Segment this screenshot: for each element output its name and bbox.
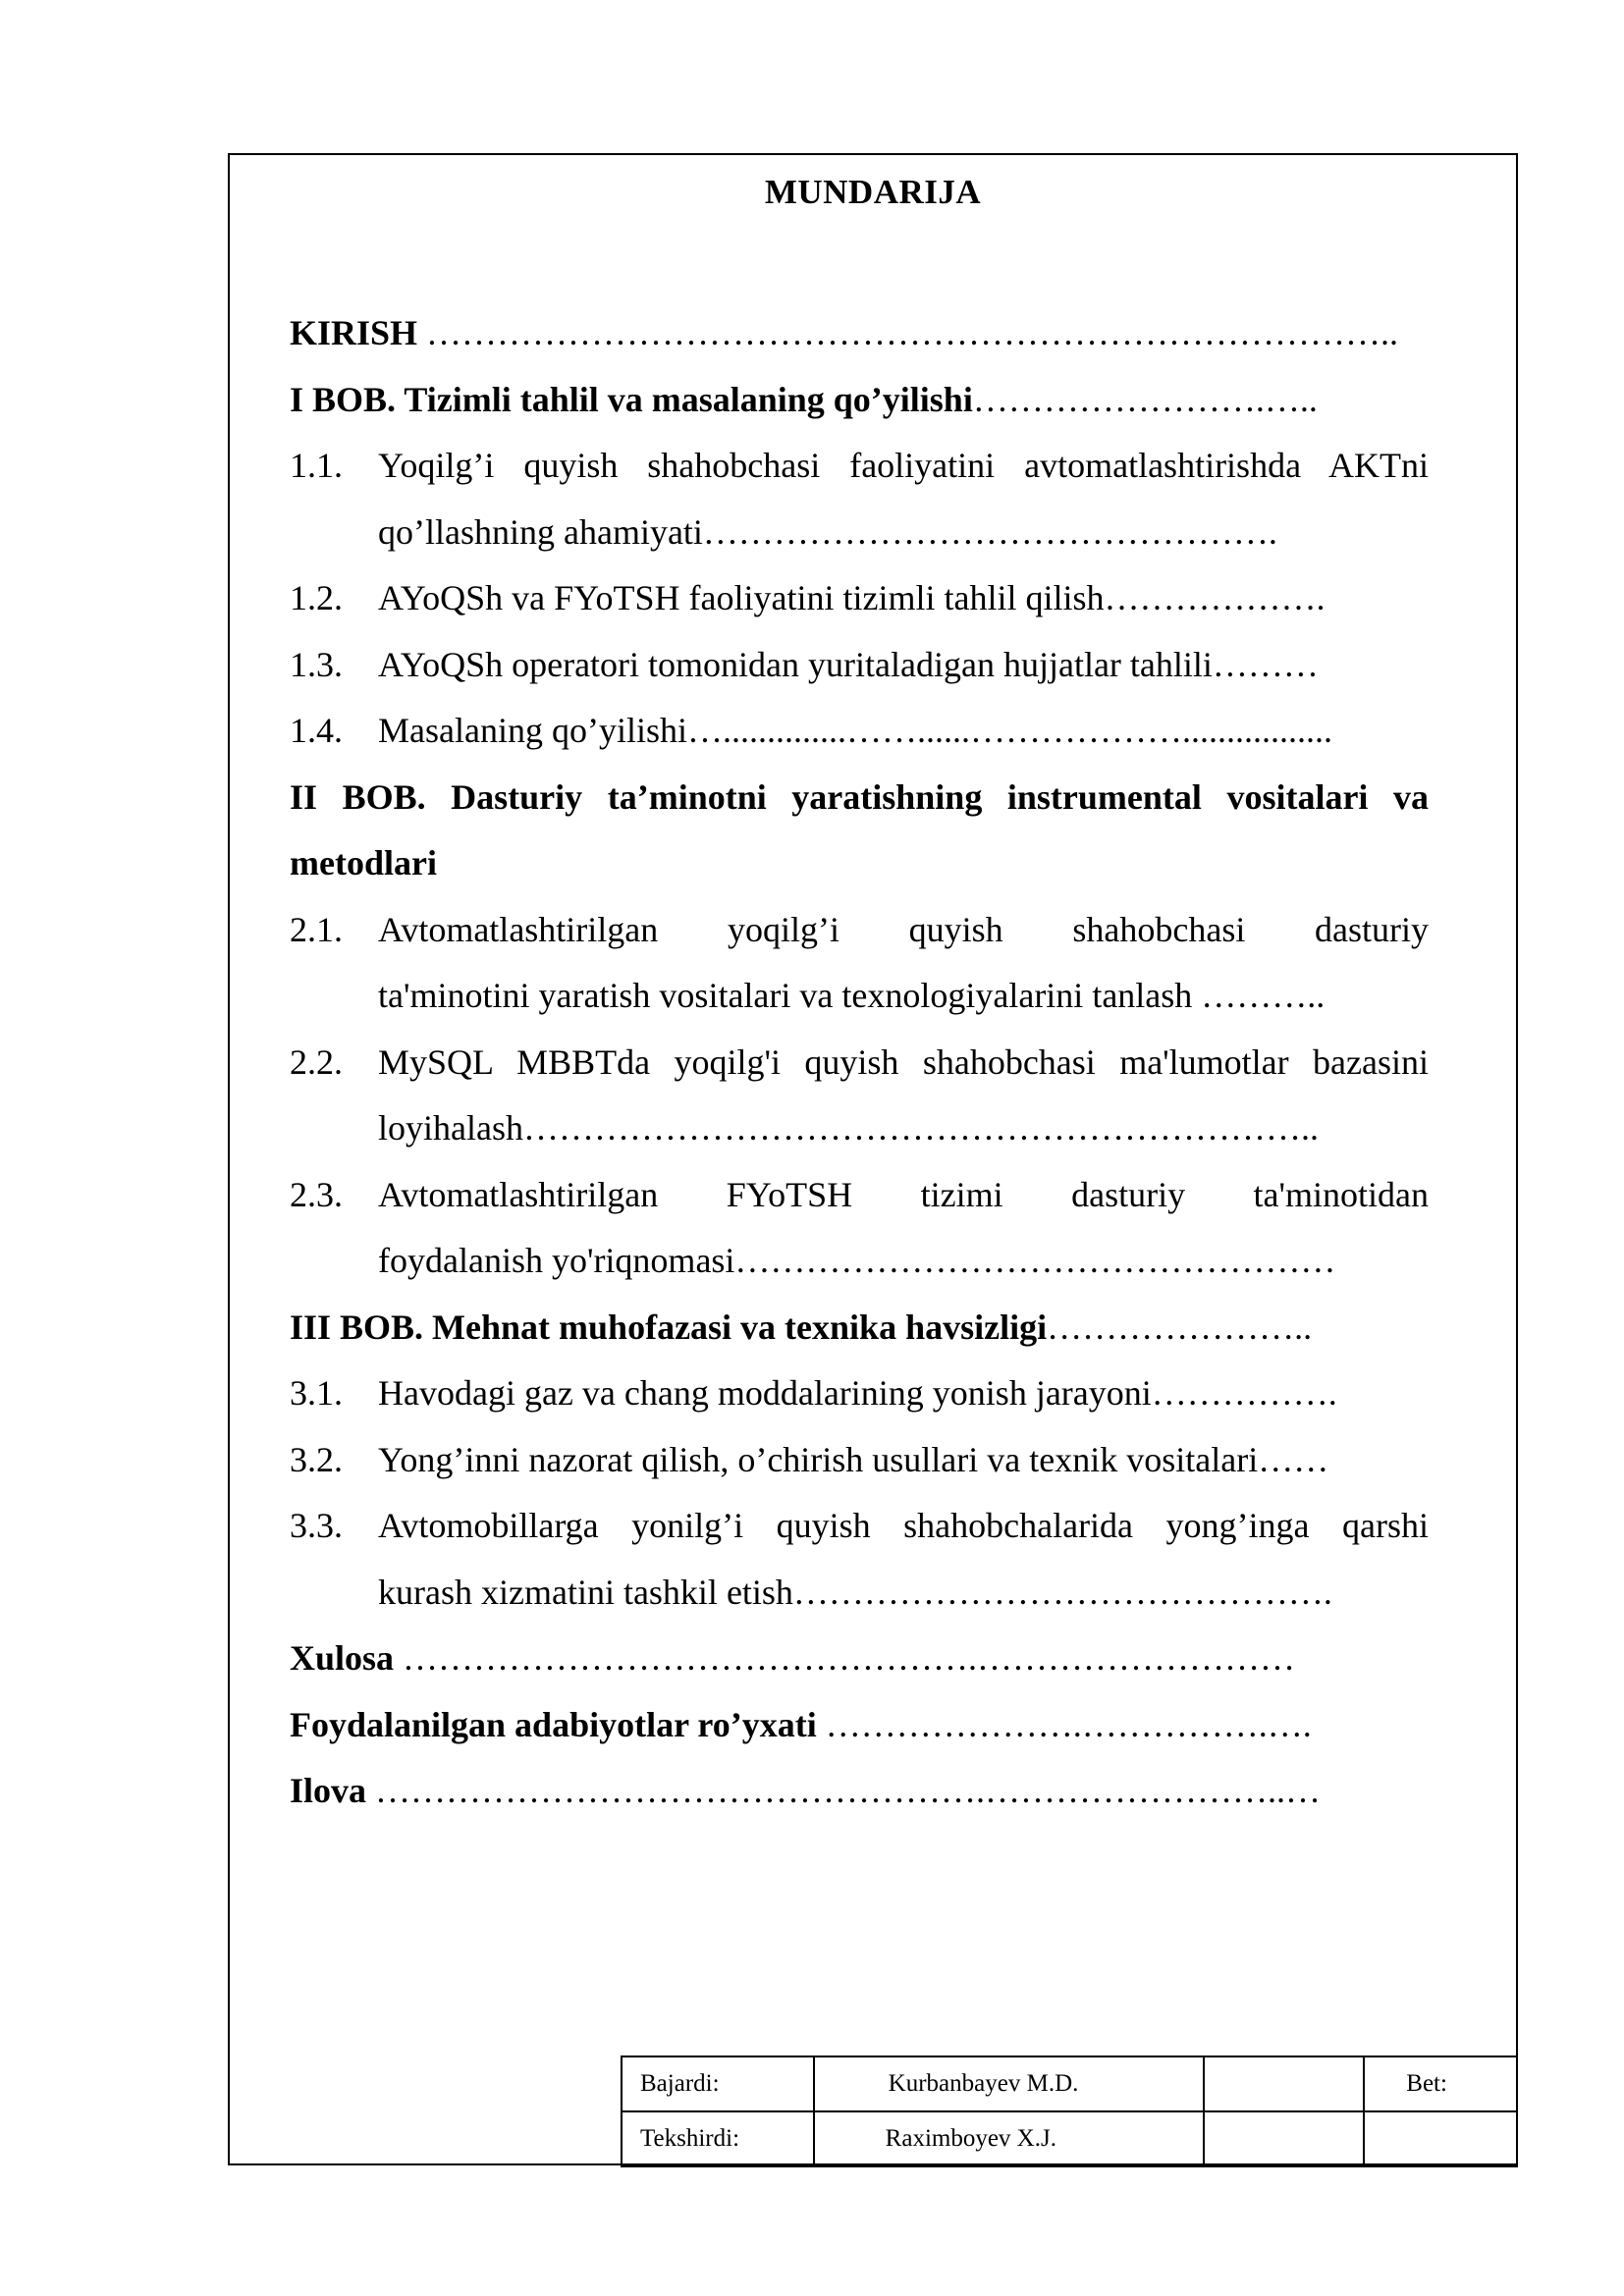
toc-section-2-3[interactable] — [290, 1162, 1429, 1229]
toc-leader: ……………………………………………………………………….. — [417, 313, 1399, 352]
page-number-cell — [1364, 2111, 1517, 2166]
toc-section-1-1-continued — [290, 500, 1429, 566]
bajardi-label: Bajardi: — [622, 2056, 814, 2111]
toc-leader: …………………….….. — [972, 379, 1318, 419]
toc-section-1-2[interactable] — [290, 565, 1429, 632]
signature-cell — [1204, 2056, 1364, 2111]
toc-leader: ………………….. — [1047, 1307, 1313, 1347]
toc-kirish[interactable] — [290, 300, 1429, 367]
bet-label: Bet: — [1364, 2056, 1517, 2111]
table-of-contents — [290, 300, 1429, 1825]
toc-section-text: AYoQSh va FYoTSH faoliyatini tizimli tahlil qilish………………. — [378, 578, 1326, 617]
toc-section-3-2[interactable] — [290, 1427, 1429, 1494]
title-block-row — [622, 2056, 1517, 2111]
toc-leader: ………………………………………….……………………… — [394, 1638, 1296, 1678]
toc-section-text: loyihalash………………………………………………………….. — [378, 1108, 1319, 1148]
toc-section-text: foydalanish yo'riqnomasi…………………………………………… — [378, 1241, 1336, 1280]
signature-cell — [1204, 2111, 1364, 2166]
toc-section-3-3-continued — [290, 1560, 1429, 1627]
toc-section-1-1[interactable] — [290, 433, 1429, 500]
toc-chapter-2[interactable]: II BOB. Dasturiy ta’minotni yaratishning instrumental vositalari va — [290, 776, 1429, 817]
toc-section-number: 3.3. — [290, 1506, 343, 1545]
toc-section-2-1-continued — [290, 963, 1429, 1030]
toc-kirish-label: KIRISH — [290, 313, 418, 352]
toc-ilova[interactable] — [290, 1758, 1429, 1825]
toc-section-number: 2.3. — [290, 1174, 343, 1214]
toc-section-3-1[interactable] — [290, 1361, 1429, 1427]
toc-section-text: MySQL MBBTda yoqilg'i quyish shahobchasi ma'lumotlar bazasini — [378, 1041, 1429, 1082]
toc-section-3-3[interactable] — [290, 1493, 1429, 1560]
toc-section-text: Avtomatlashtirilgan yoqilg’i quyish shahobchasi dasturiy — [378, 909, 1429, 949]
toc-section-2-1[interactable] — [290, 897, 1429, 964]
bajardi-name: Kurbanbayev M.D. — [814, 2056, 1204, 2111]
tekshirdi-label: Tekshirdi: — [622, 2111, 814, 2166]
toc-leader: ………………….…………….…. — [816, 1704, 1312, 1744]
toc-section-number: 3.1. — [290, 1373, 343, 1413]
toc-chapter-2-continued: metodlari — [290, 843, 437, 882]
toc-section-text: ta'minotini yaratish vositalari va texnologiyalarini tanlash ……….. — [378, 976, 1326, 1015]
toc-chapter-3[interactable] — [290, 1295, 1429, 1362]
toc-section-text: Yong’inni nazorat qilish, o’chirish usullari va texnik vositalari…… — [378, 1439, 1329, 1479]
toc-section-2-3-continued — [290, 1228, 1429, 1295]
toc-section-number: 3.2. — [290, 1439, 343, 1479]
title-block — [621, 2056, 1518, 2167]
tekshirdi-name: Raximboyev X.J. — [814, 2111, 1204, 2166]
toc-section-text: kurash xizmatini tashkil etish………………………………………. — [378, 1572, 1332, 1612]
toc-section-number: 1.2. — [290, 578, 343, 617]
toc-chapter-3-label: III BOB. Mehnat muhofazasi va texnika havsizligi — [290, 1307, 1048, 1347]
toc-xulosa[interactable] — [290, 1626, 1429, 1692]
toc-section-text: AYoQSh operatori tomonidan yuritaladigan hujjatlar tahlili……… — [378, 644, 1319, 684]
toc-xulosa-label: Xulosa — [290, 1638, 395, 1678]
toc-section-text: Yoqilg’i quyish shahobchasi faoliyatini avtomatlashtirishda AKTni — [378, 446, 1429, 485]
toc-section-number: 1.3. — [290, 644, 343, 684]
toc-section-text: Avtomatlashtirilgan FYoTSH tizimi dasturiy ta'minotidan — [378, 1174, 1429, 1214]
toc-section-number: 1.4. — [290, 711, 343, 750]
toc-section-text: qo’llashning ahamiyati…………………………………………. — [378, 511, 1277, 552]
toc-section-1-4[interactable] — [290, 698, 1429, 765]
toc-chapter-1-label: I BOB. Tizimli tahlil va masalaning qo’yilishi — [290, 379, 973, 419]
toc-leader: …………………………………………….……………………..… — [366, 1771, 1322, 1810]
toc-ilova-label: Ilova — [290, 1771, 367, 1810]
toc-references[interactable] — [290, 1692, 1429, 1759]
toc-section-text: Avtomobillarga yonilg’i quyish shahobchalarida yong’inga qarshi — [378, 1506, 1429, 1545]
toc-chapter-1[interactable] — [290, 367, 1429, 434]
page-title: MUNDARIJA — [764, 173, 982, 211]
toc-section-2-2-continued — [290, 1095, 1429, 1162]
toc-section-number: 1.1. — [290, 446, 343, 485]
toc-section-1-3[interactable] — [290, 632, 1429, 699]
toc-section-2-2[interactable] — [290, 1030, 1429, 1096]
toc-section-text: Havodagi gaz va chang moddalarining yonish jarayoni……………. — [378, 1373, 1337, 1413]
toc-section-number: 2.2. — [290, 1041, 343, 1082]
toc-references-label: Foydalanilgan adabiyotlar ro’yxati — [290, 1704, 817, 1744]
toc-section-text: Masalaning qo’yilishi…..............……......………………................. — [378, 711, 1332, 750]
toc-section-number: 2.1. — [290, 909, 343, 949]
title-block-row — [622, 2111, 1517, 2166]
